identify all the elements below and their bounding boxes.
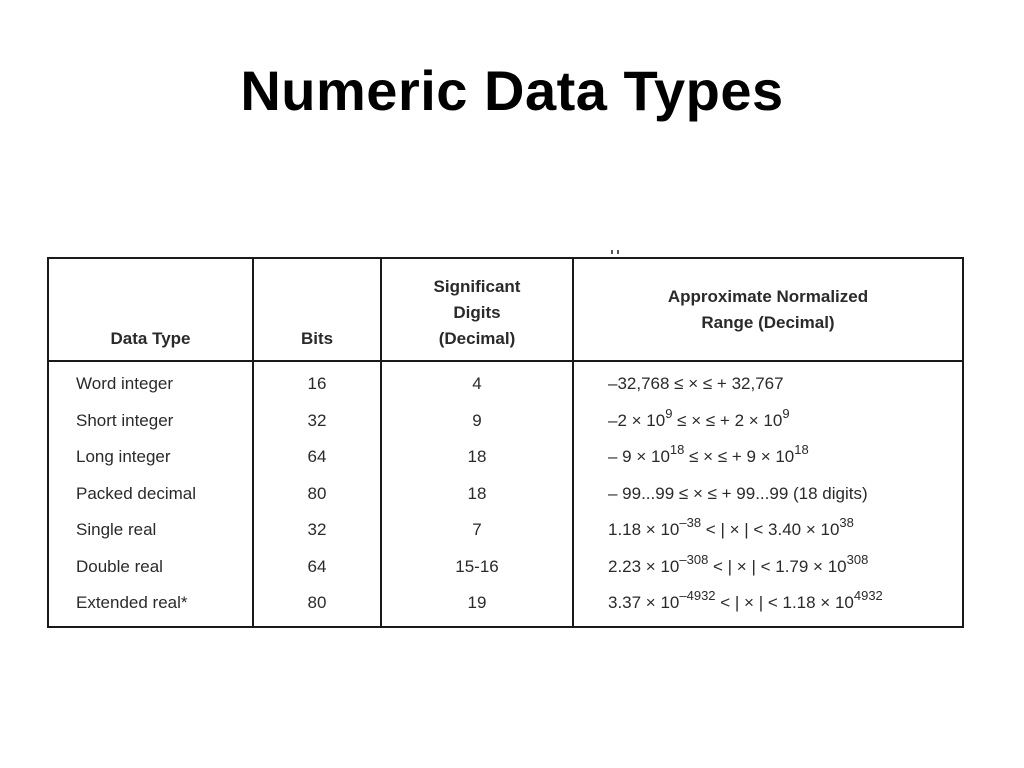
range-exponent: 4932 [853,588,883,604]
cell-data-type: Double real [48,549,253,586]
range-text: 3.37 × 10 [608,593,680,613]
cell-bits: 32 [253,512,381,549]
table-row [48,549,963,586]
cell-bits: 16 [253,361,381,403]
range-exponent: 38 [839,515,854,531]
cell-range [573,585,963,627]
cell-data-type: Long integer [48,439,253,476]
cell-range [573,512,963,549]
table-header-row [48,258,963,361]
header-data-type: Data Type [48,258,253,361]
range-text: < | × | < 1.18 × 10 [715,593,854,613]
table-row [48,361,963,403]
cell-range [573,361,963,403]
table-row [48,476,963,513]
cell-range [573,549,963,586]
range-text: – 99...99 ≤ × ≤ + 99...99 (18 digits) [608,483,868,503]
range-text: 1.18 × 10 [608,520,680,540]
range-text: 2.23 × 10 [608,556,680,576]
table-row [48,585,963,627]
range-exponent: 9 [782,405,790,421]
cell-range [573,403,963,440]
cell-range [573,439,963,476]
range-exponent: 9 [665,405,673,421]
cell-significant-digits: 19 [381,585,573,627]
range-exponent: –38 [679,515,702,531]
range-text: –2 × 10 [608,410,666,430]
cell-significant-digits: 15-16 [381,549,573,586]
cell-bits: 80 [253,585,381,627]
header-bits: Bits [253,258,381,361]
table-row [48,439,963,476]
cell-data-type: Extended real* [48,585,253,627]
range-text: < | × | < 1.79 × 10 [708,556,847,576]
range-text: –32,768 ≤ × ≤ + 32,767 [608,374,784,394]
range-exponent: 308 [846,551,869,567]
range-text: – 9 × 10 [608,447,670,467]
range-exponent: –308 [679,551,709,567]
table-body [48,361,963,627]
range-text: ≤ × ≤ + 9 × 10 [684,447,795,467]
header-range [573,258,963,361]
cell-data-type: Single real [48,512,253,549]
header-significant-digits [381,258,573,361]
cell-data-type: Word integer [48,361,253,403]
table-row [48,403,963,440]
header-sig-line-3: (Decimal) [438,329,516,348]
table-row [48,512,963,549]
cell-bits: 64 [253,549,381,586]
cell-bits: 64 [253,439,381,476]
header-sig-line-2: Digits [453,303,501,322]
cell-significant-digits: 7 [381,512,573,549]
cell-range [573,476,963,513]
slide-title: Numeric Data Types [240,59,784,122]
numeric-data-types-table [47,257,964,628]
cell-significant-digits: 18 [381,476,573,513]
range-text: < | × | < 3.40 × 10 [701,520,840,540]
cell-significant-digits: 9 [381,403,573,440]
range-text: ≤ × ≤ + 2 × 10 [672,410,783,430]
numeric-data-types-table-container [47,257,964,628]
cell-bits: 32 [253,403,381,440]
header-range-line-2: Range (Decimal) [701,312,835,332]
cell-bits: 80 [253,476,381,513]
cell-significant-digits: 4 [381,361,573,403]
header-range-line-1: Approximate Normalized [667,286,869,306]
cell-data-type: Short integer [48,403,253,440]
cell-significant-digits: 18 [381,439,573,476]
range-exponent: –4932 [679,588,716,604]
scan-artifact-mark [611,250,625,256]
range-exponent: 18 [669,442,685,458]
header-sig-line-1: Significant [433,277,521,296]
cell-data-type: Packed decimal [48,476,253,513]
range-exponent: 18 [794,442,809,458]
